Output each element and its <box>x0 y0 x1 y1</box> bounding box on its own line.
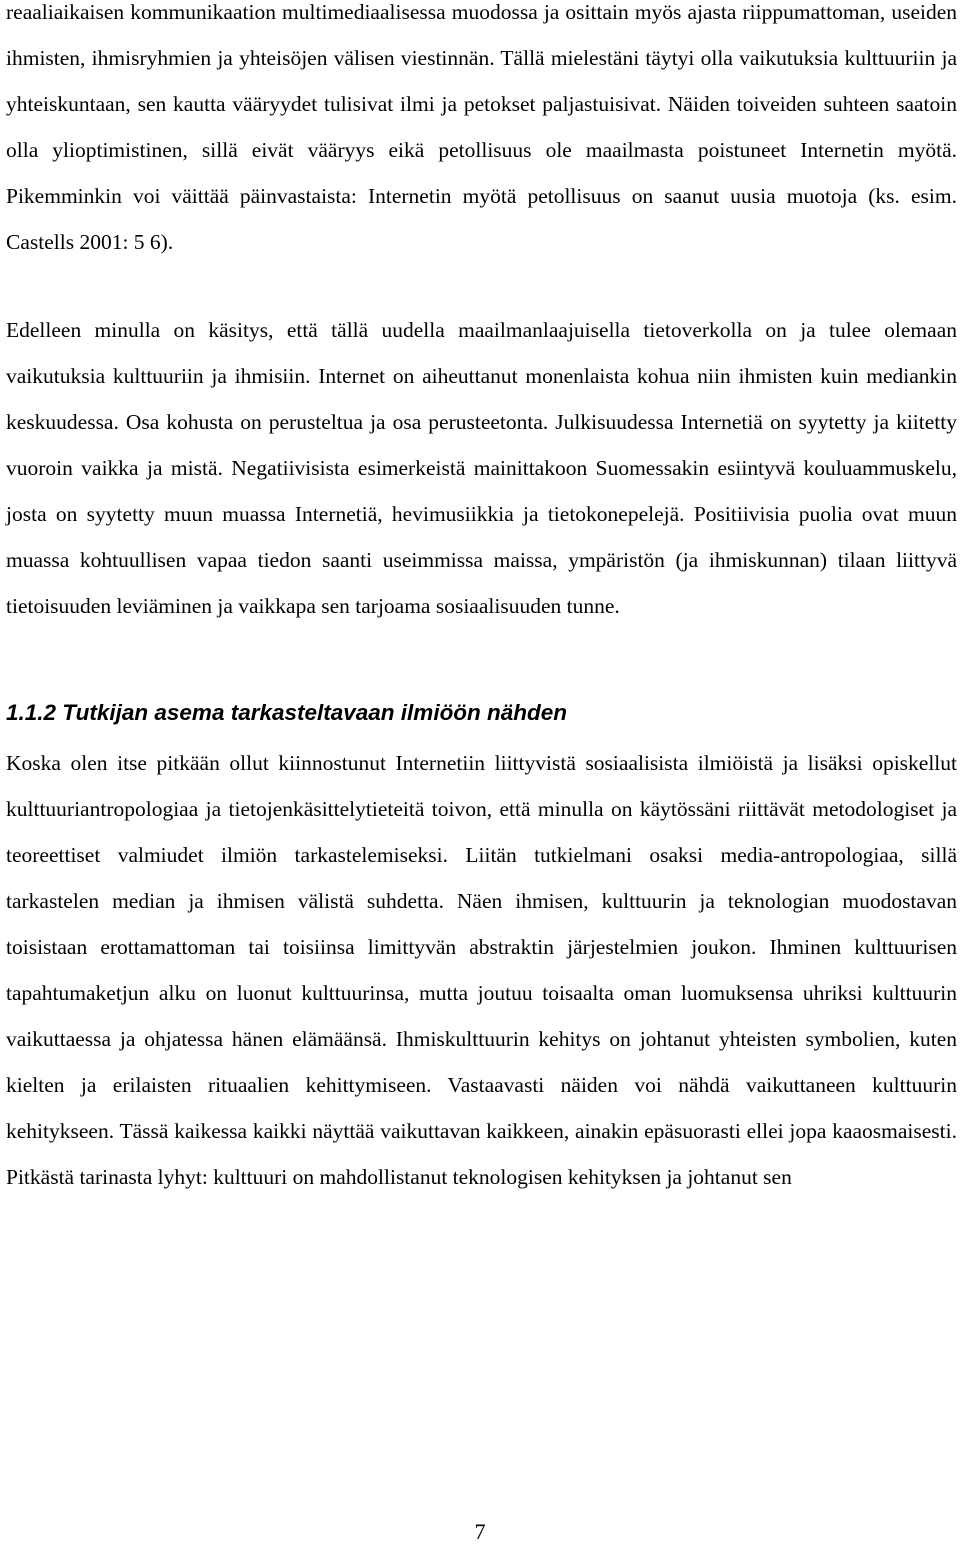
body-paragraph-1: reaaliaikaisen kommunikaation multimediaalisessa muodossa ja osittain myös ajasta riippumattoman, useiden ihmisten, ihmisryhmien ja yhteisöjen välisen viestinnän. Tällä mielestäni täytyi olla vaikutuksia kulttuuriin ja yhteiskuntaan, sen kautta vääryydet tulisivat ilmi ja petokset paljastuisivat. Näiden toiveiden suhteen saatoin olla ylioptimistinen, sillä eivät vääryys eikä petollisuus ole maailmasta poistuneet Internetin myötä. Pikemminkin voi väittää päinvastaista: Internetin myötä petollisuus on saanut uusia muotoja (ks. esim. Castells 2001: 5 6). <box>6 0 957 254</box>
document-page <box>6 0 957 1200</box>
page-number: 7 <box>474 1519 486 1544</box>
section-paragraph: Koska olen itse pitkään ollut kiinnostunut Internetiin liittyvistä sosiaalisista ilmiöistä ja lisäksi opiskellut kulttuuriantropologiaa ja tietojenkäsittelytieteitä toivon, että minulla on käytössäni riittävät metodologiset ja teoreettiset valmiudet ilmiön tarkastelemiseksi. Liitän tutkielmani osaksi media-antropologiaa, sillä tarkastelen median ja ihmisen välistä suhdetta. Näen ihmisen, kulttuurin ja teknologian muodostavan toisistaan erottamattoman tai toisiinsa limittyvän abstraktin järjestelmien joukon. Ihminen kulttuurisen tapahtumaketjun alku on luonut kulttuurinsa, mutta joutuu toisaalta oman luomuksensa uhriksi kulttuurin vaikuttaessa ja ohjatessa hänen elämäänsä. Ihmiskulttuurin kehitys on johtanut yhteisten symbolien, kuten kielten ja erilaisten rituaalien kehittymiseen. Vastaavasti näiden voi nähdä vaikuttaneen kulttuurin kehitykseen. Tässä kaikessa kaikki näyttää vaikuttavan kaikkeen, ainakin epäsuorasti ellei jopa kaaosmaisesti. Pitkästä tarinasta lyhyt: kulttuuri on mahdollistanut teknologisen kehityksen ja johtanut sen <box>6 751 957 1189</box>
body-paragraph-2: Edelleen minulla on käsitys, että tällä uudella maailmanlaajuisella tietoverkolla on ja tulee olemaan vaikutuksia kulttuuriin ja ihmisiin. Internet on aiheuttanut monenlaista kohua niin ihmisten kuin mediankin keskuudessa. Osa kohusta on perusteltua ja osa perusteetonta. Julkisuudessa Internetiä on syytetty ja kiitetty vuoroin vaikka ja mistä. Negatiivisista esimerkeistä mainittakoon Suomessakin esiintyvä kouluammuskelu, josta on syytetty muun muassa Internetiä, hevimusiikkia ja tietokonepelejä. Positiivisia puolia ovat muun muassa kohtuullisen vapaa tiedon saanti useimmissa maissa, ympäristön (ja ihmiskunnan) tilaan liittyvä tietoisuuden leviäminen ja vaikkapa sen tarjoama sosiaalisuuden tunne. <box>6 318 957 618</box>
section-heading: 1.1.2 Tutkijan asema tarkasteltavaan ilmiöön nähden <box>6 700 568 725</box>
